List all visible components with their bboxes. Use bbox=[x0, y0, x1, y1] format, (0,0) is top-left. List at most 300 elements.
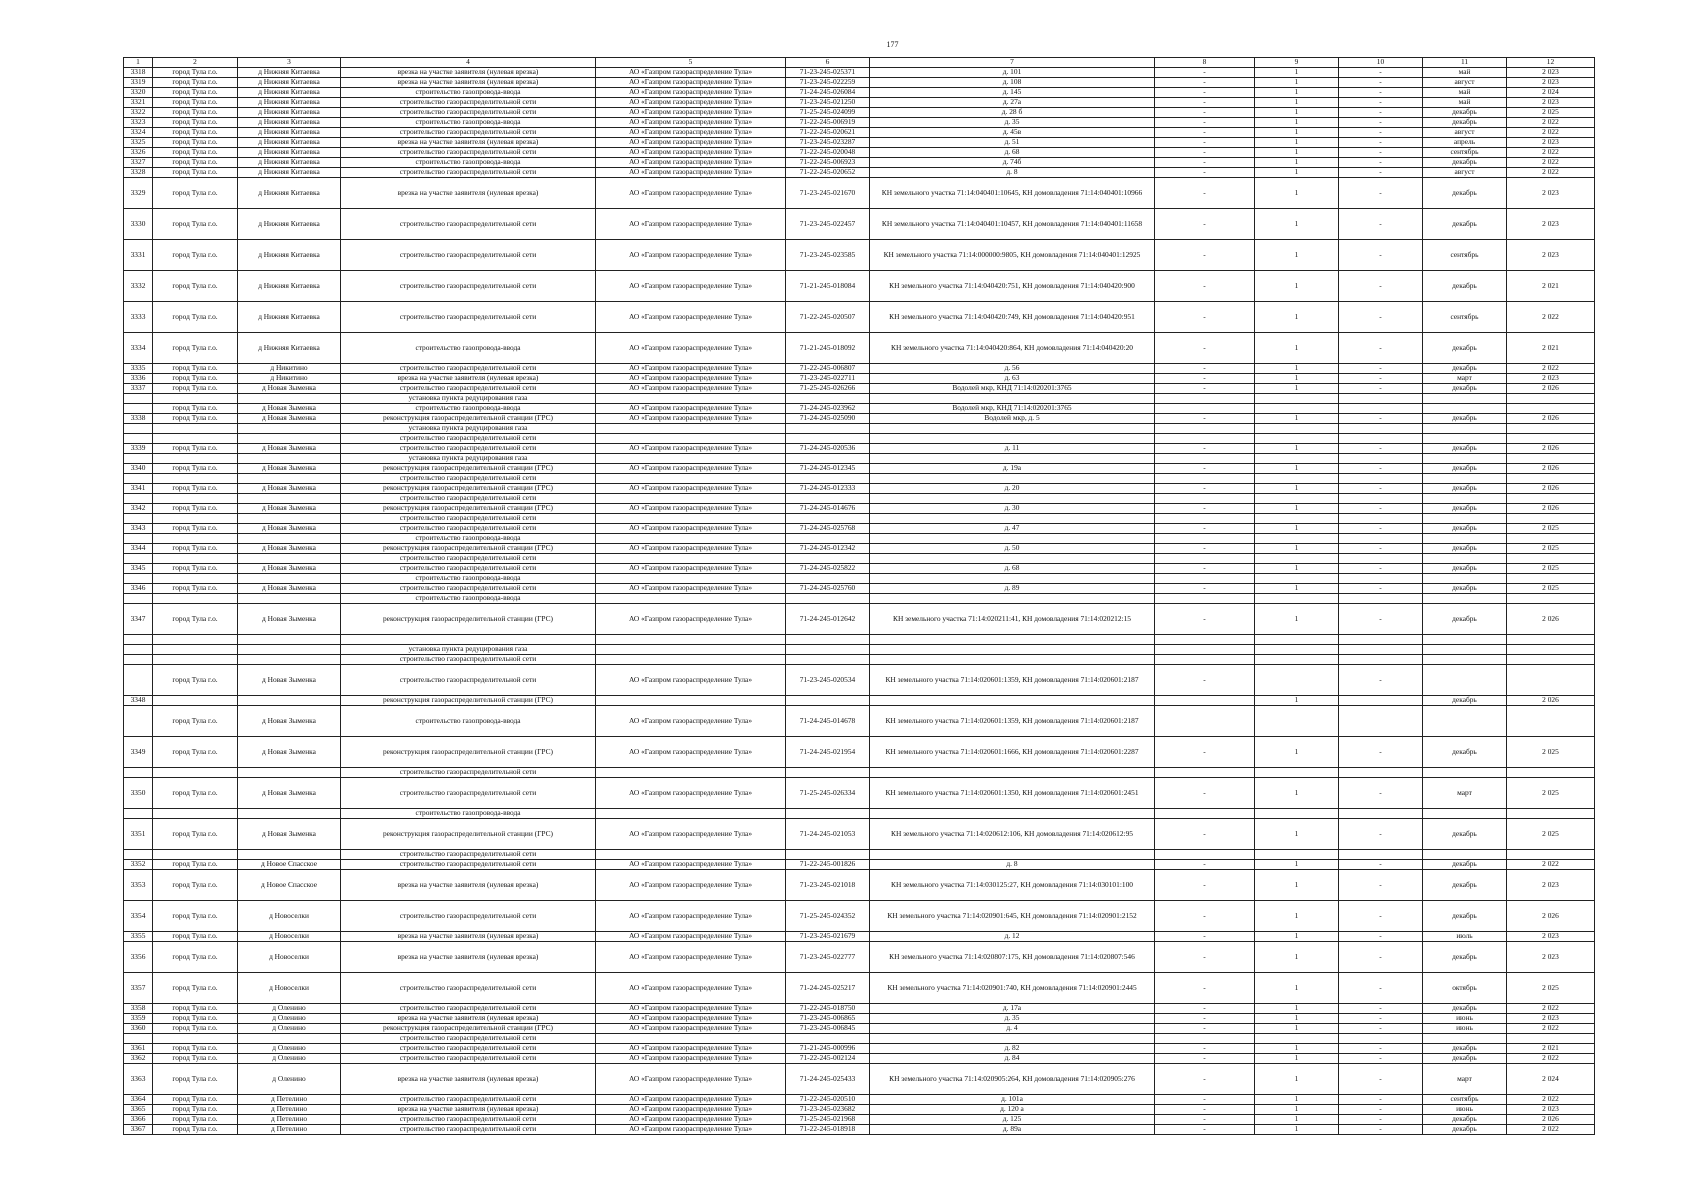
address-cell: д. 56 bbox=[870, 364, 1155, 374]
application-code-cell bbox=[786, 1034, 870, 1044]
year-cell: 2 022 bbox=[1507, 1004, 1595, 1014]
table-row bbox=[124, 809, 1595, 819]
col8-cell: - bbox=[1155, 178, 1255, 209]
city-cell: город Тула г.о. bbox=[153, 564, 238, 574]
count-cell: 1 bbox=[1255, 1044, 1339, 1054]
locality-cell: д Новоселки bbox=[238, 932, 341, 942]
address-cell: д. 51 bbox=[870, 138, 1155, 148]
count-cell bbox=[1255, 424, 1339, 434]
locality-cell: д Нижняя Китаевка bbox=[238, 128, 341, 138]
table-row bbox=[124, 364, 1595, 374]
column-header: 10 bbox=[1339, 58, 1423, 68]
table-row bbox=[124, 860, 1595, 870]
register-body bbox=[124, 68, 1595, 1135]
city-cell: город Тула г.о. bbox=[153, 524, 238, 534]
table-row bbox=[124, 454, 1595, 464]
organization-cell: АО «Газпром газораспределение Тула» bbox=[596, 98, 786, 108]
row-number-cell: 3361 bbox=[124, 1044, 153, 1054]
city-cell: город Тула г.о. bbox=[153, 1044, 238, 1054]
col8-cell: - bbox=[1155, 374, 1255, 384]
col8-cell bbox=[1155, 454, 1255, 464]
row-number-cell bbox=[124, 404, 153, 414]
address-cell: д. 4 bbox=[870, 1024, 1155, 1034]
row-number-cell: 3348 bbox=[124, 696, 153, 706]
city-cell: город Тула г.о. bbox=[153, 504, 238, 514]
col8-cell: - bbox=[1155, 504, 1255, 514]
row-number-cell: 3331 bbox=[124, 240, 153, 271]
year-cell bbox=[1507, 1034, 1595, 1044]
count-cell: 1 bbox=[1255, 1054, 1339, 1064]
col10-cell: - bbox=[1339, 444, 1423, 454]
work-type-cell: строительство газопровода-ввода bbox=[341, 404, 596, 414]
work-type-cell: реконструкция газораспределительной станции (ГРС) bbox=[341, 819, 596, 850]
col10-cell: - bbox=[1339, 1054, 1423, 1064]
locality-cell: д Нижняя Китаевка bbox=[238, 168, 341, 178]
year-cell: 2 022 bbox=[1507, 860, 1595, 870]
month-cell: декабрь bbox=[1423, 1115, 1507, 1125]
city-cell: город Тула г.о. bbox=[153, 860, 238, 870]
city-cell: город Тула г.о. bbox=[153, 98, 238, 108]
application-code-cell: 71-25-245-024099 bbox=[786, 108, 870, 118]
address-cell bbox=[870, 454, 1155, 464]
count-cell: 1 bbox=[1255, 209, 1339, 240]
organization-cell: АО «Газпром газораспределение Тула» bbox=[596, 1004, 786, 1014]
locality-cell: д Нижняя Китаевка bbox=[238, 88, 341, 98]
col10-cell bbox=[1339, 655, 1423, 665]
address-cell bbox=[870, 554, 1155, 564]
count-cell: 1 bbox=[1255, 1024, 1339, 1034]
month-cell: декабрь bbox=[1423, 696, 1507, 706]
row-number-cell: 3338 bbox=[124, 414, 153, 424]
col10-cell: - bbox=[1339, 484, 1423, 494]
work-type-cell: установка пункта редуцирования газа bbox=[341, 424, 596, 434]
locality-cell: д Новая Зыменка bbox=[238, 384, 341, 394]
organization-cell: АО «Газпром газораспределение Тула» bbox=[596, 444, 786, 454]
table-row bbox=[124, 534, 1595, 544]
col8-cell: - bbox=[1155, 1115, 1255, 1125]
application-code-cell: 71-22-245-018750 bbox=[786, 1004, 870, 1014]
row-number-cell: 3339 bbox=[124, 444, 153, 454]
count-cell: 1 bbox=[1255, 88, 1339, 98]
table-row bbox=[124, 240, 1595, 271]
locality-cell bbox=[238, 394, 341, 404]
work-type-cell: строительство газораспределительной сети bbox=[341, 554, 596, 564]
row-number-cell: 3335 bbox=[124, 364, 153, 374]
row-number-cell: 3362 bbox=[124, 1054, 153, 1064]
address-cell: КН земельного участка 71:14:040401:10645, КН домовладения 71:14:040401:10966 bbox=[870, 178, 1155, 209]
col10-cell bbox=[1339, 534, 1423, 544]
city-cell bbox=[153, 434, 238, 444]
count-cell: 1 bbox=[1255, 737, 1339, 768]
col10-cell: - bbox=[1339, 68, 1423, 78]
col10-cell bbox=[1339, 1034, 1423, 1044]
locality-cell: д Нижняя Китаевка bbox=[238, 333, 341, 364]
count-cell: 1 bbox=[1255, 1004, 1339, 1014]
col8-cell bbox=[1155, 706, 1255, 737]
month-cell: декабрь bbox=[1423, 504, 1507, 514]
col10-cell bbox=[1339, 645, 1423, 655]
application-code-cell: 71-24-245-025822 bbox=[786, 564, 870, 574]
col10-cell bbox=[1339, 850, 1423, 860]
locality-cell: д Нижняя Китаевка bbox=[238, 138, 341, 148]
application-code-cell: 71-23-245-022711 bbox=[786, 374, 870, 384]
table-row bbox=[124, 870, 1595, 901]
organization-cell: АО «Газпром газораспределение Тула» bbox=[596, 504, 786, 514]
col8-cell: - bbox=[1155, 737, 1255, 768]
organization-cell: АО «Газпром газораспределение Тула» bbox=[596, 1024, 786, 1034]
year-cell: 2 026 bbox=[1507, 901, 1595, 932]
month-cell: декабрь bbox=[1423, 1004, 1507, 1014]
address-cell: д. 108 bbox=[870, 78, 1155, 88]
application-code-cell: 71-24-245-026084 bbox=[786, 88, 870, 98]
col8-cell: - bbox=[1155, 544, 1255, 554]
work-type-cell: строительство газопровода-ввода bbox=[341, 706, 596, 737]
work-type-cell: строительство газопровода-ввода bbox=[341, 809, 596, 819]
address-cell bbox=[870, 494, 1155, 504]
address-cell: КН земельного участка 71:14:040420:751, КН домовладения 71:14:040420:900 bbox=[870, 271, 1155, 302]
city-cell: город Тула г.о. bbox=[153, 271, 238, 302]
work-type-cell: строительство газораспределительной сети bbox=[341, 1004, 596, 1014]
month-cell bbox=[1423, 850, 1507, 860]
address-cell bbox=[870, 809, 1155, 819]
address-cell bbox=[870, 434, 1155, 444]
row-number-cell bbox=[124, 424, 153, 434]
work-type-cell: врезка на участке заявителя (нулевая врезка) bbox=[341, 374, 596, 384]
city-cell: город Тула г.о. bbox=[153, 1054, 238, 1064]
row-number-cell: 3332 bbox=[124, 271, 153, 302]
month-cell: декабрь bbox=[1423, 901, 1507, 932]
address-cell bbox=[870, 394, 1155, 404]
address-cell: д. 89а bbox=[870, 1125, 1155, 1135]
organization-cell: АО «Газпром газораспределение Тула» bbox=[596, 942, 786, 973]
table-row bbox=[124, 178, 1595, 209]
work-type-cell: строительство газораспределительной сети bbox=[341, 128, 596, 138]
table-row bbox=[124, 1105, 1595, 1115]
month-cell: декабрь bbox=[1423, 178, 1507, 209]
year-cell: 2 023 bbox=[1507, 138, 1595, 148]
month-cell bbox=[1423, 424, 1507, 434]
application-code-cell: 71-22-245-020621 bbox=[786, 128, 870, 138]
work-type-cell: врезка на участке заявителя (нулевая врезка) bbox=[341, 942, 596, 973]
row-number-cell: 3343 bbox=[124, 524, 153, 534]
work-type-cell: строительство газораспределительной сети bbox=[341, 384, 596, 394]
table-row bbox=[124, 1054, 1595, 1064]
count-cell: 1 bbox=[1255, 1014, 1339, 1024]
count-cell: 1 bbox=[1255, 374, 1339, 384]
year-cell: 2 025 bbox=[1507, 524, 1595, 534]
year-cell bbox=[1507, 434, 1595, 444]
organization-cell: АО «Газпром газораспределение Тула» bbox=[596, 138, 786, 148]
locality-cell bbox=[238, 494, 341, 504]
address-cell bbox=[870, 534, 1155, 544]
row-number-cell: 3346 bbox=[124, 584, 153, 594]
col8-cell bbox=[1155, 768, 1255, 778]
month-cell: сентябрь bbox=[1423, 240, 1507, 271]
col10-cell: - bbox=[1339, 870, 1423, 901]
row-number-cell bbox=[124, 768, 153, 778]
col8-cell bbox=[1155, 534, 1255, 544]
year-cell bbox=[1507, 534, 1595, 544]
table-row bbox=[124, 584, 1595, 594]
address-cell: КН земельного участка 71:14:020905:264, КН домовладения 71:14:020905:276 bbox=[870, 1064, 1155, 1095]
year-cell: 2 022 bbox=[1507, 118, 1595, 128]
table-row bbox=[124, 1044, 1595, 1054]
locality-cell: д Новая Зыменка bbox=[238, 737, 341, 768]
col10-cell: - bbox=[1339, 1095, 1423, 1105]
work-type-cell: врезка на участке заявителя (нулевая врезка) bbox=[341, 138, 596, 148]
organization-cell: АО «Газпром газораспределение Тула» bbox=[596, 1064, 786, 1095]
year-cell: 2 023 bbox=[1507, 78, 1595, 88]
row-number-cell bbox=[124, 706, 153, 737]
month-cell bbox=[1423, 574, 1507, 584]
address-cell: д. 17а bbox=[870, 1004, 1155, 1014]
table-row bbox=[124, 158, 1595, 168]
locality-cell bbox=[238, 768, 341, 778]
address-cell: КН земельного участка 71:14:040401:10457, КН домовладения 71:14:040401:11658 bbox=[870, 209, 1155, 240]
city-cell: город Тула г.о. bbox=[153, 1115, 238, 1125]
locality-cell: д Петелино bbox=[238, 1095, 341, 1105]
col10-cell: - bbox=[1339, 778, 1423, 809]
row-number-cell bbox=[124, 665, 153, 696]
col10-cell: - bbox=[1339, 271, 1423, 302]
work-type-cell: строительство газораспределительной сети bbox=[341, 655, 596, 665]
organization-cell: АО «Газпром газораспределение Тула» bbox=[596, 68, 786, 78]
address-cell: КН земельного участка 71:14:020601:1359, КН домовладения 71:14:020601:2187 bbox=[870, 706, 1155, 737]
year-cell bbox=[1507, 635, 1595, 645]
locality-cell bbox=[238, 474, 341, 484]
col8-cell: - bbox=[1155, 1044, 1255, 1054]
col8-cell: - bbox=[1155, 942, 1255, 973]
work-type-cell: строительство газораспределительной сети bbox=[341, 444, 596, 454]
organization-cell: АО «Газпром газораспределение Тула» bbox=[596, 374, 786, 384]
application-code-cell: 71-25-245-021968 bbox=[786, 1115, 870, 1125]
locality-cell: д Нижняя Китаевка bbox=[238, 148, 341, 158]
city-cell bbox=[153, 850, 238, 860]
application-code-cell: 71-24-245-025433 bbox=[786, 1064, 870, 1095]
row-number-cell bbox=[124, 534, 153, 544]
row-number-cell: 3367 bbox=[124, 1125, 153, 1135]
col8-cell: - bbox=[1155, 665, 1255, 696]
year-cell: 2 026 bbox=[1507, 604, 1595, 635]
locality-cell bbox=[238, 454, 341, 464]
col8-cell: - bbox=[1155, 333, 1255, 364]
locality-cell bbox=[238, 1034, 341, 1044]
col8-cell: - bbox=[1155, 138, 1255, 148]
col10-cell bbox=[1339, 768, 1423, 778]
col10-cell: - bbox=[1339, 178, 1423, 209]
work-type-cell: реконструкция газораспределительной станции (ГРС) bbox=[341, 504, 596, 514]
organization-cell: АО «Газпром газораспределение Тула» bbox=[596, 1115, 786, 1125]
table-row bbox=[124, 1024, 1595, 1034]
address-cell: д. 68 bbox=[870, 564, 1155, 574]
locality-cell: д Новоселки bbox=[238, 942, 341, 973]
locality-cell: д Нижняя Китаевка bbox=[238, 118, 341, 128]
table-row bbox=[124, 494, 1595, 504]
organization-cell: АО «Газпром газораспределение Тула» bbox=[596, 544, 786, 554]
year-cell: 2 025 bbox=[1507, 108, 1595, 118]
application-code-cell bbox=[786, 434, 870, 444]
city-cell: город Тула г.о. bbox=[153, 778, 238, 809]
work-type-cell: строительство газораспределительной сети bbox=[341, 901, 596, 932]
table-row bbox=[124, 973, 1595, 1004]
address-cell bbox=[870, 594, 1155, 604]
table-row bbox=[124, 1064, 1595, 1095]
locality-cell: д Новая Зыменка bbox=[238, 484, 341, 494]
address-cell: Водолей мкр, КНД 71:14:020201:3765 bbox=[870, 384, 1155, 394]
count-cell: 1 bbox=[1255, 158, 1339, 168]
col8-cell: - bbox=[1155, 819, 1255, 850]
register-table bbox=[123, 57, 1595, 1135]
year-cell: 2 024 bbox=[1507, 1064, 1595, 1095]
month-cell: декабрь bbox=[1423, 604, 1507, 635]
month-cell: декабрь bbox=[1423, 464, 1507, 474]
row-number-cell: 3321 bbox=[124, 98, 153, 108]
table-row bbox=[124, 594, 1595, 604]
work-type-cell: строительство газораспределительной сети bbox=[341, 1115, 596, 1125]
table-row bbox=[124, 524, 1595, 534]
application-code-cell: 71-23-245-021670 bbox=[786, 178, 870, 209]
count-cell bbox=[1255, 434, 1339, 444]
table-row bbox=[124, 504, 1595, 514]
table-row bbox=[124, 168, 1595, 178]
organization-cell bbox=[596, 655, 786, 665]
count-cell: 1 bbox=[1255, 108, 1339, 118]
col8-cell: - bbox=[1155, 524, 1255, 534]
col8-cell bbox=[1155, 594, 1255, 604]
year-cell: 2 023 bbox=[1507, 178, 1595, 209]
city-cell: город Тула г.о. bbox=[153, 118, 238, 128]
organization-cell: АО «Газпром газораспределение Тула» bbox=[596, 1095, 786, 1105]
locality-cell: д Нижняя Китаевка bbox=[238, 68, 341, 78]
count-cell bbox=[1255, 454, 1339, 464]
organization-cell bbox=[596, 494, 786, 504]
work-type-cell bbox=[341, 635, 596, 645]
month-cell: апрель bbox=[1423, 138, 1507, 148]
col10-cell: - bbox=[1339, 240, 1423, 271]
row-number-cell: 3327 bbox=[124, 158, 153, 168]
organization-cell: АО «Газпром газораспределение Тула» bbox=[596, 604, 786, 635]
row-number-cell: 3357 bbox=[124, 973, 153, 1004]
address-cell: д. 120 а bbox=[870, 1105, 1155, 1115]
year-cell: 2 023 bbox=[1507, 209, 1595, 240]
col10-cell bbox=[1339, 594, 1423, 604]
col8-cell: - bbox=[1155, 118, 1255, 128]
year-cell: 2 025 bbox=[1507, 564, 1595, 574]
col8-cell bbox=[1155, 404, 1255, 414]
table-row bbox=[124, 737, 1595, 768]
city-cell: город Тула г.о. bbox=[153, 604, 238, 635]
city-cell: город Тула г.о. bbox=[153, 1105, 238, 1115]
city-cell bbox=[153, 696, 238, 706]
city-cell: город Тула г.о. bbox=[153, 870, 238, 901]
city-cell bbox=[153, 1034, 238, 1044]
month-cell: август bbox=[1423, 78, 1507, 88]
application-code-cell bbox=[786, 696, 870, 706]
col8-cell: - bbox=[1155, 778, 1255, 809]
address-cell bbox=[870, 635, 1155, 645]
col8-cell: - bbox=[1155, 484, 1255, 494]
row-number-cell: 3325 bbox=[124, 138, 153, 148]
locality-cell: д Нижняя Китаевка bbox=[238, 108, 341, 118]
col10-cell: - bbox=[1339, 1044, 1423, 1054]
locality-cell: д Оленино bbox=[238, 1024, 341, 1034]
year-cell bbox=[1507, 554, 1595, 564]
organization-cell bbox=[596, 696, 786, 706]
col8-cell: - bbox=[1155, 209, 1255, 240]
address-cell bbox=[870, 645, 1155, 655]
table-row bbox=[124, 706, 1595, 737]
col8-cell: - bbox=[1155, 1014, 1255, 1024]
city-cell bbox=[153, 768, 238, 778]
organization-cell bbox=[596, 474, 786, 484]
address-cell: КН земельного участка 71:14:020211:41, КН домовладения 71:14:020212:15 bbox=[870, 604, 1155, 635]
organization-cell bbox=[596, 1034, 786, 1044]
col10-cell bbox=[1339, 706, 1423, 737]
organization-cell bbox=[596, 424, 786, 434]
city-cell: город Тула г.о. bbox=[153, 88, 238, 98]
month-cell bbox=[1423, 554, 1507, 564]
count-cell: 1 bbox=[1255, 973, 1339, 1004]
address-cell: д. 30 bbox=[870, 504, 1155, 514]
table-row bbox=[124, 68, 1595, 78]
column-header: 5 bbox=[596, 58, 786, 68]
year-cell bbox=[1507, 768, 1595, 778]
row-number-cell: 3351 bbox=[124, 819, 153, 850]
organization-cell: АО «Газпром газораспределение Тула» bbox=[596, 209, 786, 240]
application-code-cell: 71-24-245-012642 bbox=[786, 604, 870, 635]
locality-cell: д Никитино bbox=[238, 364, 341, 374]
col10-cell bbox=[1339, 494, 1423, 504]
work-type-cell: строительство газораспределительной сети bbox=[341, 665, 596, 696]
city-cell bbox=[153, 594, 238, 604]
application-code-cell: 71-25-245-026266 bbox=[786, 384, 870, 394]
year-cell bbox=[1507, 514, 1595, 524]
locality-cell: д Оленино bbox=[238, 1014, 341, 1024]
row-number-cell: 3342 bbox=[124, 504, 153, 514]
organization-cell: АО «Газпром газораспределение Тула» bbox=[596, 158, 786, 168]
city-cell: город Тула г.о. bbox=[153, 1004, 238, 1014]
month-cell bbox=[1423, 635, 1507, 645]
table-row bbox=[124, 384, 1595, 394]
month-cell: июнь bbox=[1423, 1014, 1507, 1024]
year-cell: 2 026 bbox=[1507, 464, 1595, 474]
month-cell: декабрь bbox=[1423, 484, 1507, 494]
table-row bbox=[124, 554, 1595, 564]
month-cell bbox=[1423, 534, 1507, 544]
address-cell: д. 50 bbox=[870, 544, 1155, 554]
application-code-cell: 71-23-245-023287 bbox=[786, 138, 870, 148]
table-row bbox=[124, 302, 1595, 333]
address-cell: д. 11 bbox=[870, 444, 1155, 454]
month-cell: май bbox=[1423, 88, 1507, 98]
locality-cell: д Нижняя Китаевка bbox=[238, 209, 341, 240]
count-cell: 1 bbox=[1255, 98, 1339, 108]
city-cell: город Тула г.о. bbox=[153, 484, 238, 494]
locality-cell: д Новая Зыменка bbox=[238, 584, 341, 594]
row-number-cell: 3322 bbox=[124, 108, 153, 118]
city-cell: город Тула г.о. bbox=[153, 973, 238, 1004]
row-number-cell: 3336 bbox=[124, 374, 153, 384]
application-code-cell: 71-22-245-020048 bbox=[786, 148, 870, 158]
table-row bbox=[124, 665, 1595, 696]
month-cell: октябрь bbox=[1423, 973, 1507, 1004]
address-cell bbox=[870, 474, 1155, 484]
locality-cell: д Новая Зыменка bbox=[238, 464, 341, 474]
address-cell: КН земельного участка 71:14:020612:106, КН домовладения 71:14:020612:95 bbox=[870, 819, 1155, 850]
col10-cell: - bbox=[1339, 665, 1423, 696]
month-cell: декабрь bbox=[1423, 271, 1507, 302]
year-cell: 2 025 bbox=[1507, 544, 1595, 554]
